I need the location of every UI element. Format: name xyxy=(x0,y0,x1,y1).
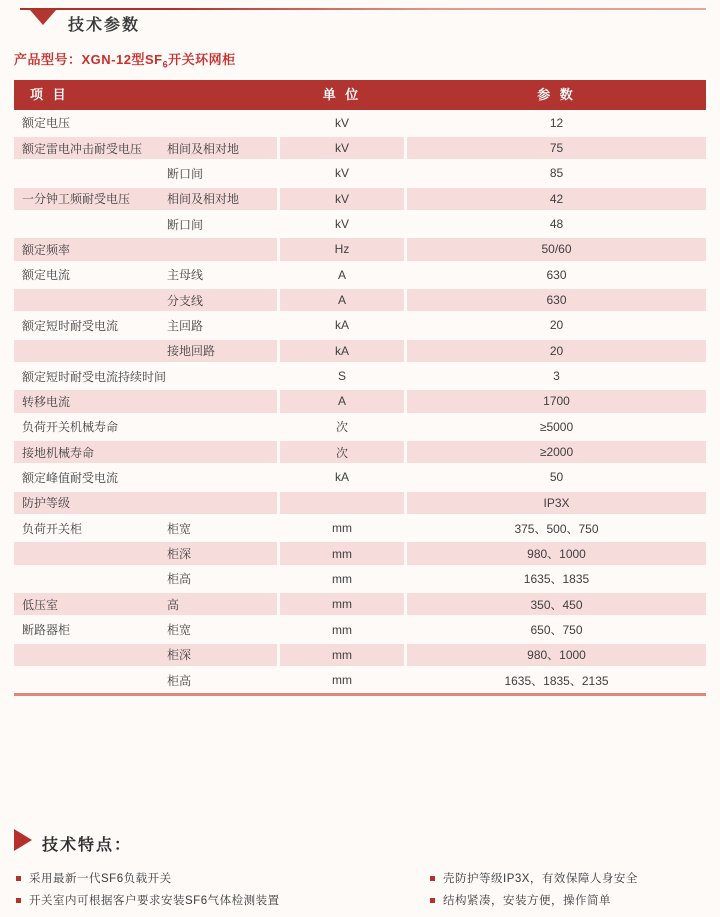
cell-item xyxy=(14,363,277,388)
sub-item-label: 高 xyxy=(167,597,180,612)
table-row xyxy=(14,363,706,388)
cell-unit: Hz xyxy=(280,237,404,262)
table-row xyxy=(14,465,706,490)
item-label: 接地机械寿命 xyxy=(22,445,95,460)
cell-value: 20 xyxy=(407,338,706,363)
cell-value: 1635、1835 xyxy=(523,572,590,587)
item-label: 断路器柜 xyxy=(22,623,71,638)
table-row xyxy=(14,211,706,236)
feature-item: 结构紧凑，安装方便，操作简单 xyxy=(430,889,638,911)
item-label: 额定电流 xyxy=(22,268,71,283)
sub-item-label: 柜深 xyxy=(167,547,192,562)
cell-item xyxy=(14,668,277,693)
cell-value: 375、500、750 xyxy=(514,521,599,536)
table-row xyxy=(14,161,706,186)
cell-unit: kA xyxy=(334,470,349,485)
item-label: 额定电压 xyxy=(22,116,71,131)
table-row xyxy=(14,338,706,363)
cell-value: 350、450 xyxy=(407,592,706,617)
table-row xyxy=(14,566,706,591)
cell-item xyxy=(14,211,277,236)
table-row xyxy=(14,186,706,211)
cell-unit: kV xyxy=(334,166,349,181)
cell-item xyxy=(14,186,277,211)
cell-item xyxy=(14,465,277,490)
cell-value: 980、1000 xyxy=(407,541,706,566)
features-heading: 技术特点： xyxy=(42,837,133,854)
item-label: 额定短时耐受电流持续时间 xyxy=(22,369,167,384)
cell-item xyxy=(14,287,277,312)
cell-unit: mm xyxy=(332,673,352,688)
cell-unit: kV xyxy=(280,186,404,211)
cell-item xyxy=(14,541,277,566)
cell-unit: mm xyxy=(332,571,352,586)
spec-table xyxy=(14,80,706,696)
cell-value: 1700 xyxy=(407,389,706,414)
features-list-right xyxy=(430,867,638,911)
sub-item-label: 相间及相对地 xyxy=(167,141,240,156)
sub-item-label: 主回路 xyxy=(167,318,204,333)
item-label: 负荷开关柜 xyxy=(22,521,83,536)
item-label: 额定短时耐受电流 xyxy=(22,318,119,333)
cell-value: ≥5000 xyxy=(539,419,574,434)
sub-item-label: 柜深 xyxy=(167,648,192,663)
features-list-left xyxy=(16,867,280,911)
table-row xyxy=(14,541,706,566)
table-row xyxy=(14,110,706,135)
table-row xyxy=(14,389,706,414)
cell-item xyxy=(14,262,277,287)
item-label: 一分钟工频耐受电压 xyxy=(22,192,131,207)
table-row xyxy=(14,414,706,439)
cell-unit: kV xyxy=(334,217,349,232)
sub-item-label: 柜宽 xyxy=(167,521,192,536)
cell-value: 48 xyxy=(549,217,564,232)
cell-unit: A xyxy=(337,267,346,282)
cell-unit: kA xyxy=(334,318,349,333)
table-row xyxy=(14,439,706,464)
page-title: 技术参数 xyxy=(68,17,141,34)
cell-unit: mm xyxy=(332,521,352,536)
cell-unit: mm xyxy=(280,642,404,667)
cell-unit: S xyxy=(337,369,346,384)
section-triangle-right-icon xyxy=(14,829,32,851)
cell-unit: kV xyxy=(280,135,404,160)
sub-item-label: 断口间 xyxy=(167,166,204,181)
sub-item-label: 断口间 xyxy=(167,217,204,232)
cell-unit: A xyxy=(280,389,404,414)
spec-table-header xyxy=(14,80,706,110)
item-label: 转移电流 xyxy=(22,394,71,409)
cell-unit: A xyxy=(280,287,404,312)
item-label: 防护等级 xyxy=(22,496,71,511)
cell-item xyxy=(14,237,277,262)
cell-value: 12 xyxy=(549,115,564,130)
cell-value: 42 xyxy=(407,186,706,211)
cell-value: ≥2000 xyxy=(407,439,706,464)
cell-value: 75 xyxy=(407,135,706,160)
cell-item xyxy=(14,439,277,464)
table-row xyxy=(14,642,706,667)
table-row xyxy=(14,313,706,338)
feature-item: 开关室内可根据客户要求安装SF6气体检测装置 xyxy=(16,889,280,911)
item-label: 额定峰值耐受电流 xyxy=(22,470,119,485)
cell-unit: 次 xyxy=(280,439,404,464)
cell-item xyxy=(14,110,277,135)
section-triangle-down-icon xyxy=(30,10,56,25)
cell-item xyxy=(14,389,277,414)
cell-value: 650、750 xyxy=(530,623,583,638)
cell-value: 1635、1835、2135 xyxy=(504,673,609,688)
sub-item-label: 主母线 xyxy=(167,268,204,283)
table-row xyxy=(14,592,706,617)
table-row xyxy=(14,516,706,541)
product-model-line xyxy=(14,49,236,70)
top-divider-rule xyxy=(20,8,706,10)
product-model-text: 产品型号：XGN-12型SF xyxy=(14,52,163,67)
header-value: 参 数 xyxy=(537,87,576,102)
sub-item-label: 相间及相对地 xyxy=(167,192,240,207)
table-row xyxy=(14,262,706,287)
item-label: 额定频率 xyxy=(22,242,71,257)
table-row xyxy=(14,617,706,642)
sub-item-label: 柜宽 xyxy=(167,623,192,638)
cell-item xyxy=(14,161,277,186)
cell-value: 630 xyxy=(407,287,706,312)
cell-item xyxy=(14,642,277,667)
cell-value: 50/60 xyxy=(407,237,706,262)
cell-value: 85 xyxy=(549,166,564,181)
cell-unit: kV xyxy=(334,115,349,130)
cell-unit: mm xyxy=(332,622,352,637)
item-label: 额定雷电冲击耐受电压 xyxy=(22,141,143,156)
cell-value: 980、1000 xyxy=(407,642,706,667)
cell-unit: kA xyxy=(280,338,404,363)
header-item: 项 目 xyxy=(30,87,69,102)
item-label: 低压室 xyxy=(22,597,59,612)
cell-item xyxy=(14,338,277,363)
table-row xyxy=(14,490,706,515)
cell-item xyxy=(14,617,277,642)
table-row xyxy=(14,237,706,262)
cell-item xyxy=(14,313,277,338)
feature-item: 壳防护等级IP3X，有效保障人身安全 xyxy=(430,867,638,889)
product-model-suffix: 开关环网柜 xyxy=(168,52,236,67)
cell-item xyxy=(14,566,277,591)
cell-item xyxy=(14,592,277,617)
product-model-subscript: 6 xyxy=(162,59,169,70)
header-unit: 单 位 xyxy=(322,87,362,102)
cell-value: 20 xyxy=(549,318,564,333)
sub-item-label: 接地回路 xyxy=(167,344,216,359)
cell-value: 3 xyxy=(553,369,560,384)
cell-value: 50 xyxy=(549,470,564,485)
cell-item xyxy=(14,135,277,160)
sub-item-label: 柜高 xyxy=(167,572,192,587)
cell-unit: mm xyxy=(280,541,404,566)
cell-unit: 次 xyxy=(335,420,348,435)
item-label: 负荷开关机械寿命 xyxy=(22,420,119,435)
cell-value: IP3X xyxy=(407,490,706,515)
cell-item xyxy=(14,490,277,515)
cell-item xyxy=(14,414,277,439)
cell-value: 630 xyxy=(546,267,567,282)
table-row xyxy=(14,135,706,160)
spec-table-body xyxy=(14,110,706,693)
cell-item xyxy=(14,516,277,541)
cell-unit xyxy=(280,490,404,515)
sub-item-label: 柜高 xyxy=(167,673,192,688)
sub-item-label: 分支线 xyxy=(167,293,204,308)
table-bottom-border xyxy=(14,693,706,696)
cell-unit: mm xyxy=(280,592,404,617)
table-row xyxy=(14,668,706,693)
feature-item: 采用最新一代SF6负载开关 xyxy=(16,867,280,889)
table-row xyxy=(14,287,706,312)
